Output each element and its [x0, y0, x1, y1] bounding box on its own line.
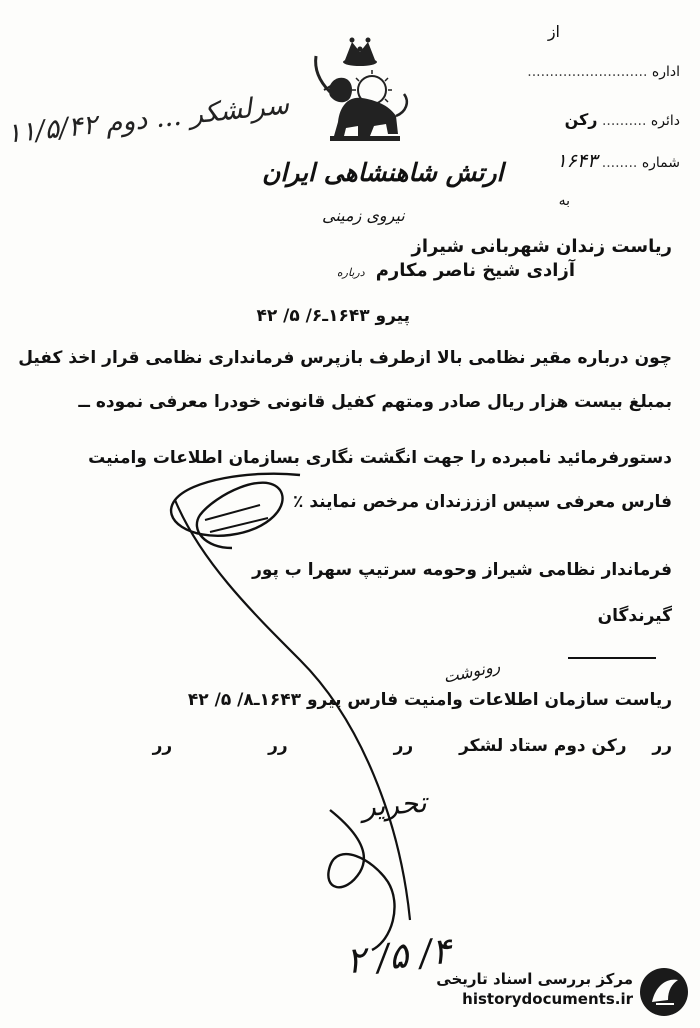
organization-name: ارتش شاهنشاهی ایران: [262, 158, 504, 187]
office-label: اداره: [651, 64, 680, 80]
recipient1-line: ریاست سازمان اطلاعات وامنیت فارس پیرو ۱۶۴۳ـ۸/ ۵/ ۴۲: [187, 690, 672, 710]
recipient2-ditto-b: رر: [393, 736, 414, 756]
to-label: به: [558, 193, 570, 209]
handwritten-date: ۴/ ۵/ ۲: [344, 930, 454, 983]
office-dots: ...........................: [527, 64, 648, 80]
recipient2-text: رکن دوم ستاد لشکر: [459, 736, 627, 756]
recipient2-ditto-a: رر: [652, 736, 672, 756]
watermark-logo-icon: [638, 966, 690, 1018]
branch-name: نیروی زمینی: [322, 206, 405, 225]
number-dots: ........: [601, 155, 638, 171]
paragraph1-line1: چون درباره مقیر نظامی بالا ازطرف بازپرس فرمانداری نظامی قرار اخذ کفیل: [18, 348, 672, 368]
handwritten-note: تحریر: [360, 785, 428, 824]
watermark: [405, 970, 633, 1008]
subject-prefix: درباره: [336, 266, 365, 279]
recipients-heading: گیرندگان: [597, 606, 672, 626]
paragraph2-line1: دستورفرمائید نامبرده را جهت انگشت نگاری بسازمان اطلاعات وامنیت: [88, 448, 672, 468]
reference-line: پیرو ۱۶۴۳ـ۶/ ۵/ ۴۲: [256, 306, 410, 326]
recipient-heading: ریاست زندان شهربانی شیراز: [411, 236, 672, 257]
recipient1-note: رونوشت: [441, 656, 502, 687]
number-value: ۱۶۴۳: [556, 150, 598, 172]
recipient2-ditto-c: رر: [268, 736, 288, 756]
watermark-title: مرکز بررسی اسناد تاریخی: [436, 970, 633, 988]
department-dots: ..........: [601, 113, 647, 129]
from-label: از: [547, 22, 560, 41]
recipient2-ditto-d: رر: [152, 736, 173, 756]
paragraph1-line2: بمبلغ بیست هزار ریال صادر ومتهم کفیل قانونی خودرا معرفی نموده ــ: [78, 392, 672, 412]
paragraph2-line2: فارس معرفی سپس ازززندان مرخص نمایند ٪: [293, 492, 672, 512]
number-label: شماره: [641, 155, 680, 171]
subject-text: آزادی شیخ ناصر مکارم: [375, 260, 575, 281]
department-label: دائره: [650, 113, 680, 129]
signature-title: فرماندار نظامی شیراز وحومه سرتیپ سهرا ب پور: [252, 560, 672, 580]
department-value: رکن: [564, 110, 598, 129]
watermark-url: historydocuments.ir: [462, 990, 633, 1008]
margin-note: سرلشکر ... دوم ۱۱/۵/۴۲: [5, 89, 291, 150]
